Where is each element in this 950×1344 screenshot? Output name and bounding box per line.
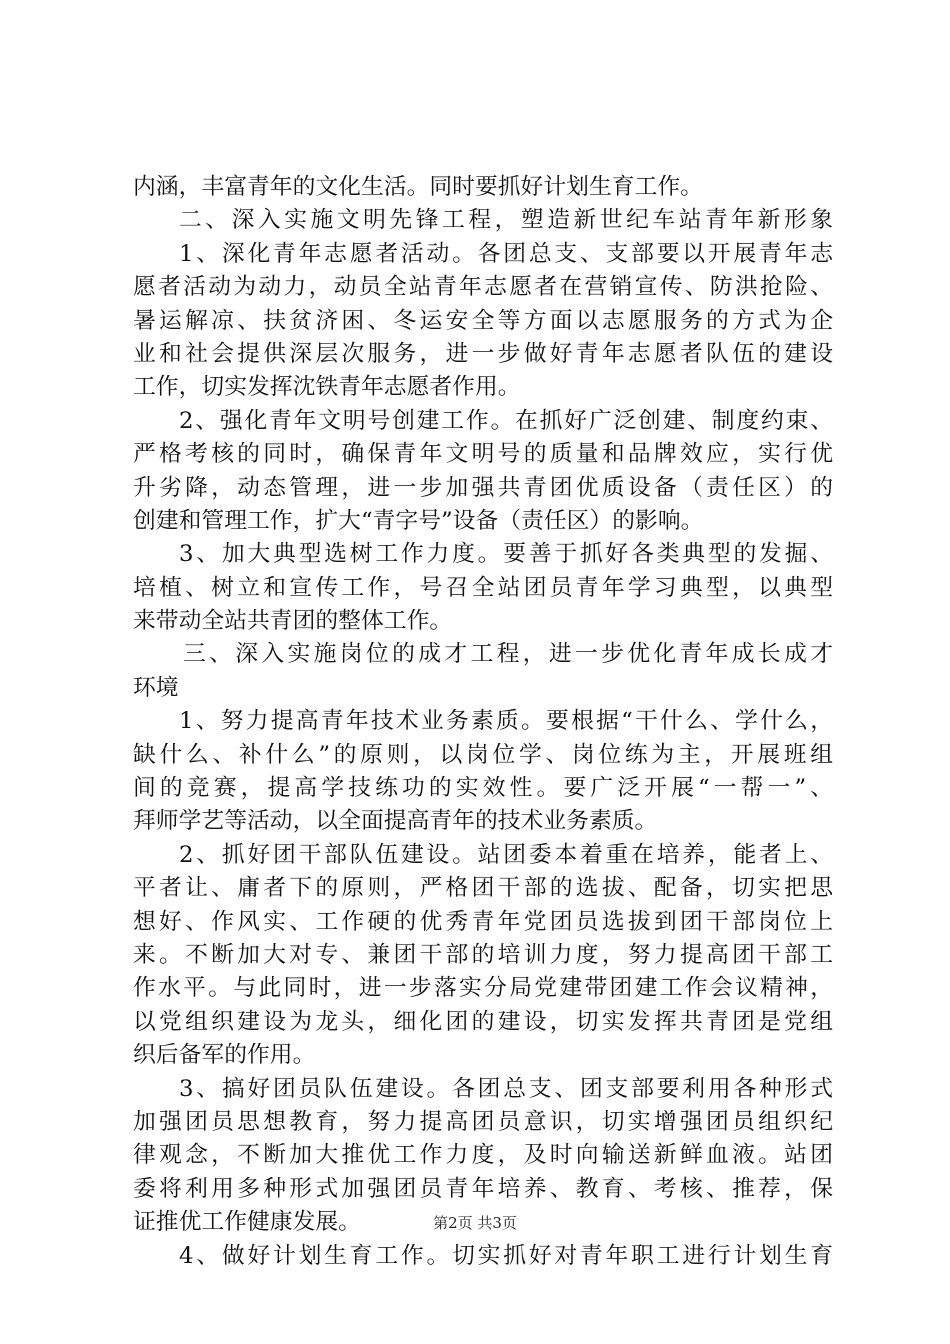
text-line: 织后备军的作用。 <box>133 1042 316 1069</box>
text-line: 3、搞好团员队伍建设。各团总支、团支部要利用各种形式 <box>179 1075 833 1102</box>
text-line: 2、强化青年文明号创建工作。在抓好广泛创建、制度约束、 <box>179 407 833 434</box>
text-line: 工作，切实发挥沈铁青年志愿者作用。 <box>133 374 521 401</box>
text-line: 证推优工作健康发展。 <box>133 1209 361 1236</box>
text-line: 业和社会提供深层次服务，进一步做好青年志愿者队伍的建设 <box>133 340 833 367</box>
text-line: 4、做好计划生育工作。切实抓好对青年职工进行计划生育 <box>179 1242 833 1269</box>
text-line: 来带动全站共青团的整体工作。 <box>133 608 453 635</box>
section-heading: 环境 <box>133 674 179 701</box>
text-line: 3、加大典型选树工作力度。要善于抓好各类典型的发掘、 <box>179 541 833 568</box>
text-line: 内涵，丰富青年的文化生活。同时要抓好计划生育工作。 <box>133 174 703 200</box>
text-line: 加强团员思想教育，努力提高团员意识，切实增强团员组织纪 <box>133 1108 833 1135</box>
text-line: 严格考核的同时，确保青年文明号的质量和品牌效应，实行优 <box>133 441 833 468</box>
section-heading: 三、深入实施岗位的成才工程，进一步优化青年成长成才 <box>183 641 833 668</box>
page-footer: 第2页 共3页 <box>433 1214 517 1232</box>
text-line: 平者让、庸者下的原则，严格团干部的选拔、配备，切实把思 <box>133 875 833 902</box>
text-line: 委将利用多种形式加强团员青年培养、教育、考核、推荐，保 <box>133 1175 833 1202</box>
text-line: 来。不断加大对专、兼团干部的培训力度，努力提高团干部工 <box>133 941 833 968</box>
text-line: 想好、作风实、工作硬的优秀青年党团员选拔到团干部岗位上 <box>133 908 833 935</box>
text-line: 培植、树立和宣传工作，号召全站团员青年学习典型，以典型 <box>133 574 833 601</box>
text-line: 1、努力提高青年技术业务素质。要根据“干什么、学什么， <box>179 708 833 735</box>
text-line: 律观念，不断加大推优工作力度，及时向输送新鲜血液。站团 <box>133 1142 833 1169</box>
text-line: 间的竞赛，提高学技练功的实效性。要广泛开展“一帮一”、 <box>133 775 833 802</box>
text-line: 以党组织建设为龙头，细化团的建设，切实发挥共青团是党组 <box>133 1008 833 1035</box>
text-line: 缺什么、补什么”的原则，以岗位学、岗位练为主，开展班组 <box>133 741 833 768</box>
text-line: 创建和管理工作，扩大“青字号”设备（责任区）的影响。 <box>133 507 704 534</box>
text-line: 暑运解凉、扶贫济困、冬运安全等方面以志愿服务的方式为企 <box>133 307 833 334</box>
text-line: 2、抓好团干部队伍建设。站团委本着重在培养，能者上、 <box>179 841 833 868</box>
text-line: 升劣降，动态管理，进一步加强共青团优质设备（责任区）的 <box>133 474 833 501</box>
body-text <box>133 171 833 1273</box>
text-line: 拜师学艺等活动，以全面提高青年的技术业务素质。 <box>133 808 658 835</box>
section-heading: 二、深入实施文明先锋工程，塑造新世纪车站青年新形象 <box>179 207 833 234</box>
text-line: 愿者活动为动力，动员全站青年志愿者在营销宣传、防洪抢险、 <box>133 274 833 301</box>
text-line: 1、深化青年志愿者活动。各团总支、支部要以开展青年志 <box>179 240 833 267</box>
text-line: 作水平。与此同时，进一步落实分局党建带团建工作会议精神， <box>133 975 833 1002</box>
